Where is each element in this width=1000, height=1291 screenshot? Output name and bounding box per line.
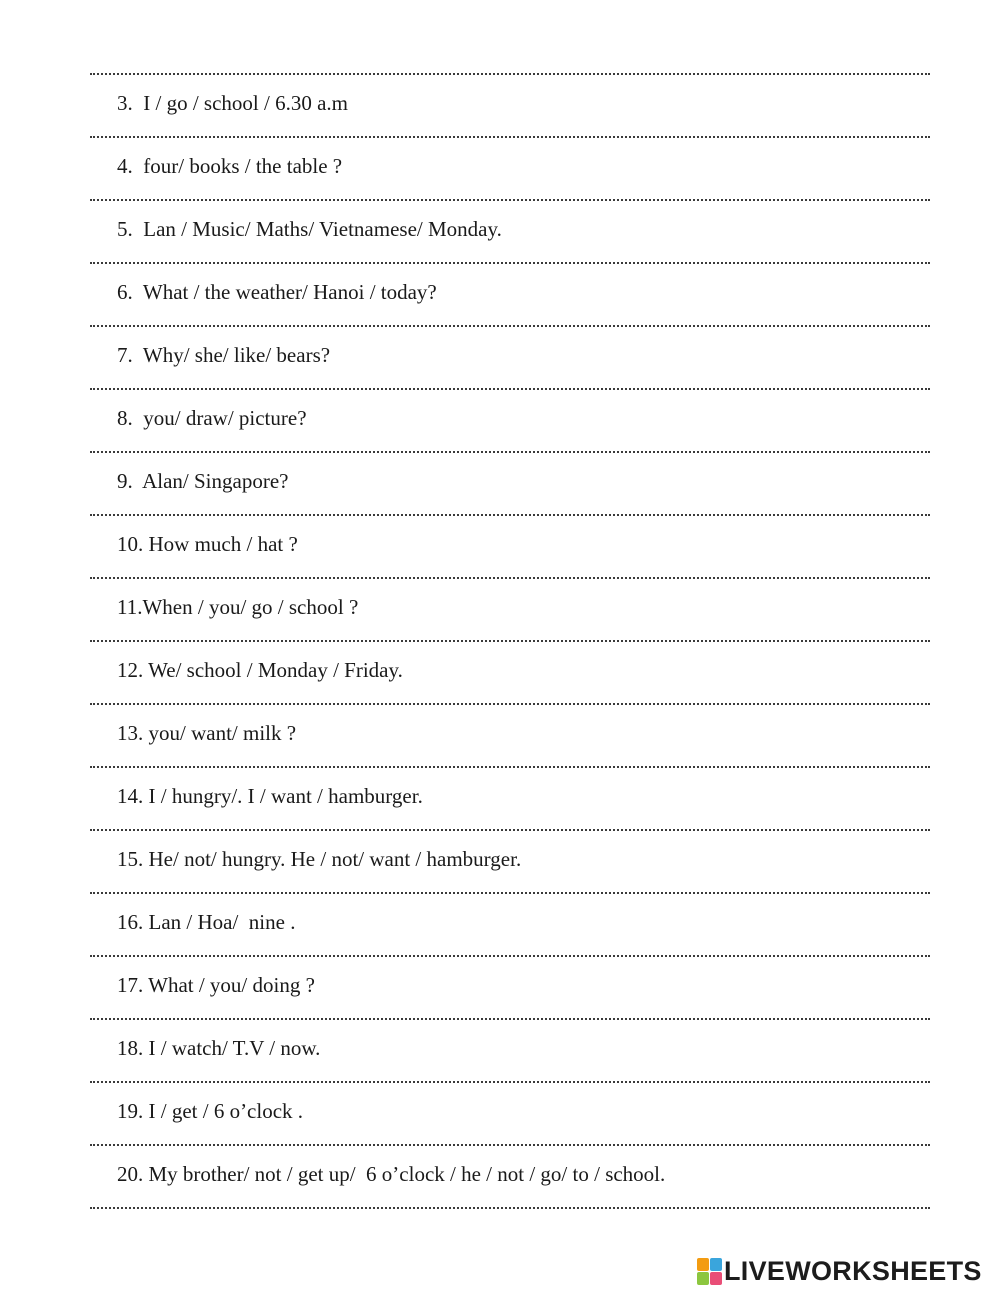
- question-prompt: 11.When / you/ go / school ?: [117, 595, 359, 619]
- logo-block: [710, 1272, 722, 1285]
- question-prompt: 6. What / the weather/ Hanoi / today?: [117, 280, 437, 304]
- question-prompt: 14. I / hungry/. I / want / hamburger.: [117, 784, 423, 808]
- question-prompt: 7. Why/ she/ like/ bears?: [117, 343, 331, 367]
- question-prompt: 17. What / you/ doing ?: [117, 973, 315, 997]
- logo-text: LIVEWORKSHEETS: [724, 1256, 982, 1286]
- question-prompt: 5. Lan / Music/ Maths/ Vietnamese/ Monday.: [117, 217, 502, 241]
- liveworksheets-logo-icon: [697, 1258, 721, 1284]
- question-prompt: 3. I / go / school / 6.30 a.m: [117, 91, 348, 115]
- question-prompt: 15. He/ not/ hungry. He / not/ want / hamburger.: [117, 847, 522, 871]
- question-prompt: 13. you/ want/ milk ?: [117, 721, 297, 745]
- question-prompt: 9. Alan/ Singapore?: [117, 469, 289, 493]
- liveworksheets-logo: [697, 1256, 982, 1286]
- question-prompt: 4. four/ books / the table ?: [117, 154, 343, 178]
- question-prompt: 19. I / get / 6 o’clock .: [117, 1099, 304, 1123]
- question-prompt: 8. you/ draw/ picture?: [117, 406, 307, 430]
- question-prompt: 16. Lan / Hoa/ nine .: [117, 910, 296, 934]
- question-prompt: 20. My brother/ not / get up/ 6 o’clock / he / not / go/ to / school.: [117, 1162, 666, 1186]
- logo-block: [697, 1258, 709, 1271]
- logo-block: [710, 1258, 722, 1271]
- logo-block: [697, 1272, 709, 1285]
- question-prompt: 12. We/ school / Monday / Friday.: [117, 658, 403, 682]
- answer-field[interactable]: [90, 48, 938, 74]
- question-prompt: 10. How much / hat ?: [117, 532, 298, 556]
- question-prompt: 18. I / watch/ T.V / now.: [117, 1036, 321, 1060]
